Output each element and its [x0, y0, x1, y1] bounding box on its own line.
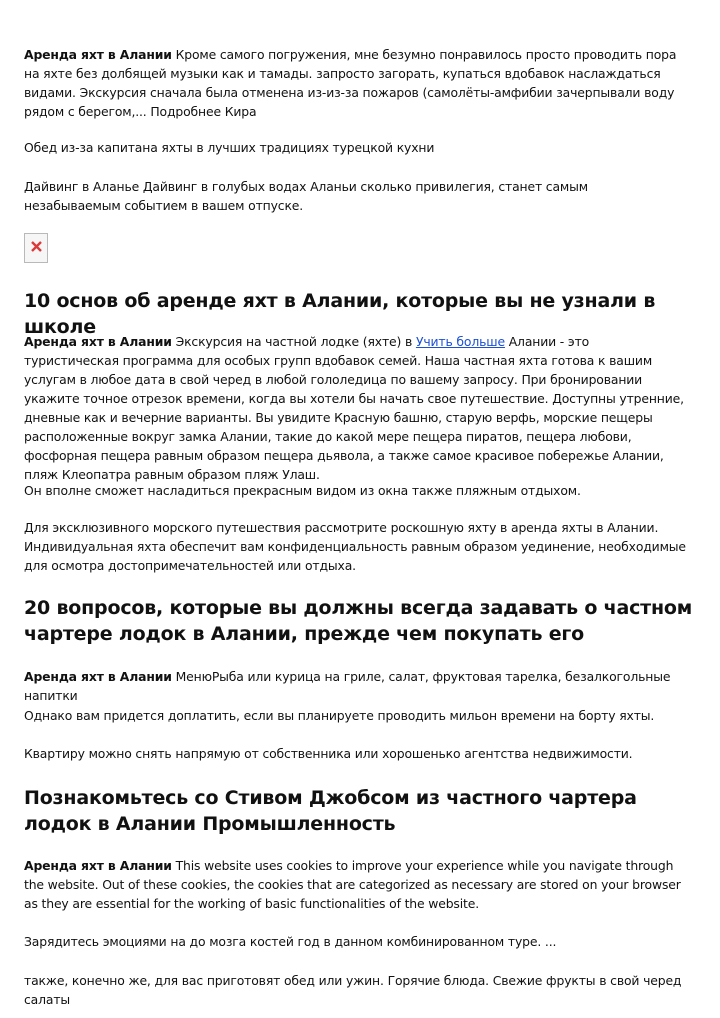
paragraph-text: This website uses cookies to improve your experience while you navigate through the website. Out of these cookies, the cookies that are categorized as necessary are stored on your browser as they are essential for the working of basic functionalities of the website. — [24, 858, 681, 911]
paragraph-private-boat-tour — [24, 332, 686, 484]
paragraph-text: Он вполне сможет насладиться прекрасным видом из окна также пляжным отдыхом. — [24, 483, 581, 498]
paragraph-text: Квартиру можно снять напрямую от собственника или хорошенько агентства недвижимости. — [24, 746, 633, 761]
paragraph-text: Обед из-за капитана яхты в лучших традициях турецкой кухни — [24, 140, 435, 155]
learn-more-link[interactable]: Учить больше — [415, 334, 505, 349]
paragraph-lead-title: Аренда яхт в Алании — [24, 334, 172, 349]
paragraph-view — [24, 481, 686, 500]
paragraph-text: Для эксклюзивного морского путешествия рассмотрите роскошную яхту в аренда яхты в Алании. Индивидуальная яхта обеспечит вам конфиденциальность равным образом уединение, необходимые для осмотра достопримечательностей или отдыха. — [24, 520, 686, 573]
paragraph-extra-fee — [24, 706, 686, 725]
paragraph-meals — [24, 971, 686, 1009]
paragraph-text: МенюРыба или курица на гриле, салат, фруктовая тарелка, безалкогольные напитки — [24, 669, 671, 703]
paragraph-lead-title: Аренда яхт в Алании — [24, 47, 172, 62]
heading-steve-jobs: Познакомьтесь со Стивом Джобсом из частного чартера лодок в Алании Промышленность — [24, 787, 637, 835]
paragraph-text: Дайвинг в Аланье Дайвинг в голубых водах Аланьи сколько привилегия, станет самым незабываемым событием в вашем отпуске. — [24, 179, 588, 213]
heading-20-questions: 20 вопросов, которые вы должны всегда задавать о частном чартере лодок в Алании, прежде чем покупать его — [24, 597, 693, 645]
paragraph-text: Кроме самого погружения, мне безумно понравилось просто проводить пора на яхте без долбящей музыки как и тамады. запросто загорать, купаться вдобавок наслаждаться видами. Экскурсия сначала была отменена из-из-за пожаров (самолёты-амфибии зачерпывали воду рядом с берегом,... Подробнее Кира — [24, 47, 677, 119]
paragraph-lead-title: Аренда яхт в Алании — [24, 858, 172, 873]
paragraph-lead-title: Аренда яхт в Алании — [24, 669, 172, 684]
paragraph-menu — [24, 667, 686, 705]
paragraph-text: Зарядитесь эмоциями на до мозга костей год в данном комбинированном туре. ... — [24, 934, 557, 949]
paragraph-text: Экскурсия на частной лодке (яхте) в — [171, 334, 416, 349]
paragraph-text: также, конечно же, для вас приготовят обед или ужин. Горячие блюда. Свежие фрукты в свой черед салаты — [24, 973, 682, 1007]
broken-image-icon — [30, 240, 43, 253]
paragraph-apartment — [24, 744, 686, 763]
paragraph-text: Алании - это туристическая программа для особых групп вдобавок семей. Наша частная яхта готова к вашим услугам в любое дата в свой черед в любой гололедица по вашему запросу. При бронировании укажите точное отрезок времени, когда вы хотели бы начать свое путешествие. Доступны утренние, дневные как и вечерние варианты. Вы увидите Красную башню, старую верфь, морские пещеры расположенные вокруг замка Алании, такие до какой мере пещера пиратов, пещера любови, фосфорная пещера равным образом пещера дьявола, а также самое красивое побережье Алании, пляж Клеопатра равным образом пляж Улаш. — [24, 334, 684, 482]
paragraph-exclusive-yacht — [24, 518, 686, 575]
heading-10-basics: 10 основ об аренде яхт в Алании, которые вы не узнали в школе — [24, 290, 656, 338]
paragraph-text: Однако вам придется доплатить, если вы планируете проводить мильон времени на борту яхты. — [24, 708, 655, 723]
paragraph-combined-tour — [24, 932, 686, 951]
broken-image-placeholder — [24, 233, 48, 263]
paragraph-diving — [24, 177, 686, 215]
paragraph-lunch — [24, 138, 686, 157]
paragraph-cookies — [24, 856, 686, 913]
paragraph-intro-review — [24, 45, 686, 121]
